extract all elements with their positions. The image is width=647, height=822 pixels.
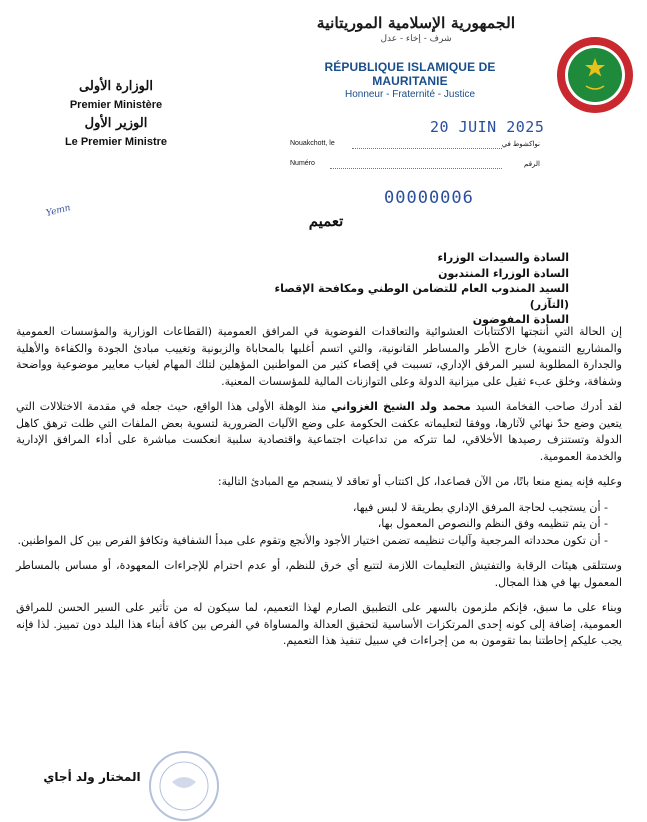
ministry-line-fr: Premier Ministère: [69, 99, 163, 111]
list-item: - أن تكون محدداته المرجعية وآليات تنظيمه تضمن اختيار الأجود والأنجع وتقوم على مبدأ الشفافية وتكافؤ الفرص بين كل المواطنين.: [17, 533, 608, 547]
ministry-line-ar: الوزارة الأولى: [79, 79, 153, 94]
addressee: السادة المفوضون: [472, 313, 569, 326]
handwritten-note: Yemn: [45, 203, 72, 219]
date-stamp: 20 JUIN 2025: [430, 118, 545, 136]
place-dotted-line: [352, 148, 502, 149]
minister-line-ar: الوزير الأول: [84, 116, 148, 131]
motto-ar: شرف - إخاء - عدل: [380, 34, 452, 44]
republic-title-fr: RÉPUBLIQUE ISLAMIQUE DE MAURITANIE: [324, 60, 496, 88]
addressees-list: [249, 250, 569, 328]
addressee: السادة الوزراء المنتدبون: [438, 266, 569, 280]
signature-name: المختار ولد أجاي: [43, 770, 141, 784]
republic-title-ar: الجمهورية الإسلامية الموريتانية: [316, 14, 516, 32]
ministry-block: [56, 74, 176, 153]
arabic-header: [296, 14, 536, 44]
list-item: - أن يتم تنظيمه وفق النظم والنصوص المعمول بها،: [377, 517, 608, 530]
place-label-fr: Nouakchott, le: [290, 140, 335, 147]
president-name: محمد ولد الشيخ الغزواني: [331, 400, 471, 413]
paragraph-2-intro: لقد أدرك صاحب الفخامة السيد: [475, 400, 622, 413]
addressee: السادة والسيدات الوزراء: [437, 251, 569, 264]
paragraph-1: إن الحالة التي أنتجتها الاكتتابات العشوائية والتعاقدات الفوضوية في المرافق العمومية (القطاعات الوزارية والمؤسسات العمومية والمشاريع التنموية) خارج الأطر والمساطر القانونية، والتي اتسم أغلبها بالمحاباة والزبونية وتغييب مبادئ الجودة والكفاءة والأهلية والجدارة المطلوبة لسير المرفق الإداري، تسببت في إقصاء كثير من المواطنين المؤهلين لتلك المهام لغياب معايير موضوعية وواضحة وشفافة، وخلق عبء ثقيل على ميزانية الدولة وعلى التوازنات المالية للمؤسسات المعنية.: [16, 325, 622, 388]
paragraph-2-rest: منذ الوهلة الأولى هذا الواقع، حيث جعله في مقدمة الاختلالات التي يتعين وضع حدّ نهائي لآثارها، ووفقا لتعليماته عكفت الحكومة على وضع الآليات الضرورية لتسوية بعض الملفات التي ظلت ترهق كاهل الدولة وتستنزف رصيدها الأخلاقي، لما تتركه من تداعيات اجتماعية واقتصادية سلبية انعكست مباشرة على أداء المرافق الإدارية والخدمة العمومية.: [16, 400, 622, 463]
number-stamp: 00000006: [384, 188, 474, 208]
number-dotted-line: [330, 168, 502, 169]
place-date-row: [290, 136, 540, 152]
paragraph-4: وستتلقى هيئات الرقابة والتفتيش التعليمات اللازمة لتتبع أي خرق للنظم، أو عدم احترام للإجراءات المعهودة، أو مساس بالمساطر المعمول بها في هذا المجال.: [16, 559, 622, 589]
number-label-ar: الرقم: [524, 161, 540, 168]
document-subject: تعميم: [308, 212, 344, 230]
number-row: [290, 156, 540, 172]
principles-list: [16, 500, 622, 550]
list-item: - أن يستجيب لحاجة المرفق الإداري بطريقة لا لبس فيها،: [352, 500, 608, 514]
minister-line-fr: Le Premier Ministre: [64, 136, 168, 148]
motto-fr: Honneur - Fraternité - Justice: [344, 89, 476, 100]
number-label-fr: Numéro: [290, 160, 315, 167]
paragraph-3: وعليه فإنه يمنع منعا باتًا، من الآن فصاعدا، كل اكتتاب أو تعاقد لا ينسجم مع المبادئ التالية:: [217, 475, 622, 488]
place-label-ar: نواكشوط في: [501, 141, 540, 148]
national-seal-icon: [556, 36, 634, 114]
paragraph-2: [16, 399, 622, 465]
paragraph-5: وبناء على ما سبق، فإنكم ملزمون بالسهر على التطبيق الصارم لهذا التعميم، لما سيكون له من تأثير على السير الحسن للمرافق العمومية، إضافة إلى كونه إحدى المرتكزات الأساسية لتحقيق العدالة والمساواة في الفرص بين كافة أبناء هذا البلد دون تمييز. لذا فإنه يجب عليكم إحاطتنا بما تقومون به من إجراءات في سبيل تنفيذ هذا التعميم.: [16, 601, 622, 647]
addressee: السيد المندوب العام للتضامن الوطني ومكافحة الإقصاء (التآزر): [274, 282, 569, 311]
body-text: [16, 324, 622, 659]
french-header: [290, 60, 530, 100]
